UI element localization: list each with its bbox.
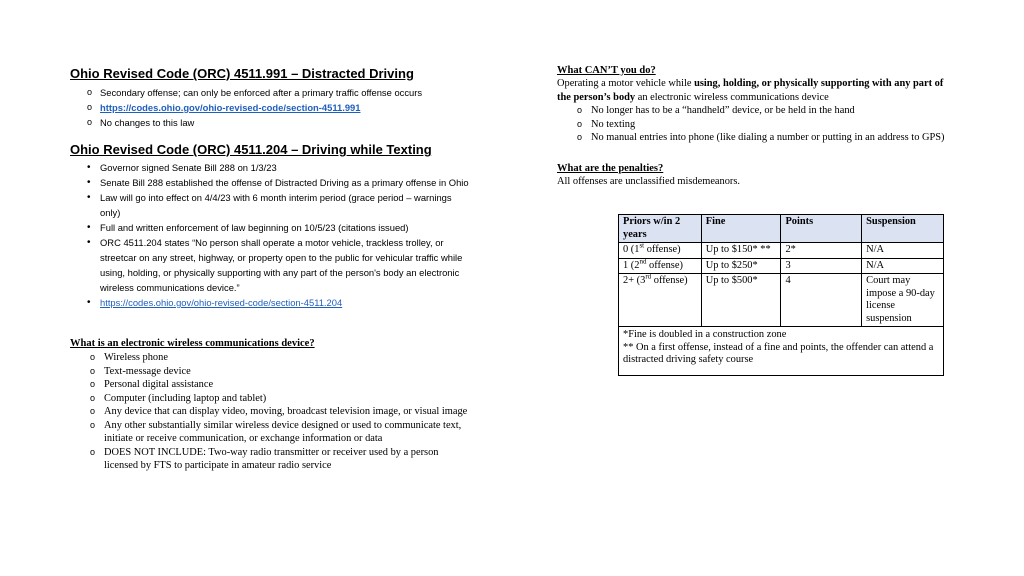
column-header: Fine xyxy=(701,215,781,243)
list-item: o Any other substantially similar wireless device designed or used to communicate text, initiate or receive communication, or exchange information or data xyxy=(70,419,470,446)
cant-do-intro: Operating a motor vehicle while using, holding, or physically supporting with any part of the person’s body an electronic wireless communications device xyxy=(557,78,944,103)
orc-4511-991-link[interactable]: https://codes.ohio.gov/ohio-revised-code/section-4511.991 xyxy=(100,102,361,113)
fine-cell: Up to $150* ** xyxy=(701,243,781,259)
list-item: o No texting xyxy=(557,118,947,132)
left-column xyxy=(70,66,470,473)
priors-cell: 1 (2nd offense) xyxy=(619,258,702,274)
cant-do-heading: What CAN’T you do? xyxy=(557,65,656,76)
note-construction-zone: *Fine is doubled in a construction zone xyxy=(623,329,787,340)
orc-4511-991-list xyxy=(70,85,470,130)
list-item: • Law will go into effect on 4/4/23 with 6 month interim period (grace period – warnings only) xyxy=(70,190,470,220)
table-row xyxy=(619,243,944,259)
suspension-cell: N/A xyxy=(862,243,944,259)
penalties-heading: What are the penalties? xyxy=(557,162,664,174)
list-item: o Any device that can display video, moving, broadcast television image, or visual image xyxy=(70,405,470,419)
device-definition-heading: What is an electronic wireless communications device? xyxy=(70,338,315,349)
suspension-cell: N/A xyxy=(862,258,944,274)
fine-cell: Up to $500* xyxy=(701,274,781,327)
priors-cell: 0 (1st offense) xyxy=(619,243,702,259)
table-notes-row xyxy=(619,327,944,376)
table-header-row xyxy=(619,215,944,243)
orc-4511-204-list xyxy=(70,160,470,310)
column-header: Suspension xyxy=(862,215,944,243)
list-item: • Governor signed Senate Bill 288 on 1/3/23 xyxy=(70,160,470,175)
penalty-notes xyxy=(619,327,944,376)
device-definition-list xyxy=(70,351,470,473)
list-item: • ORC 4511.204 states “No person shall operate a motor vehicle, trackless trolley, or streetcar on any street, highway, or property open to the public for vehicular traffic while using, holding, or physically supporting with any part of the person's body an electronic wireless communications device.” xyxy=(70,235,470,295)
cant-do-list xyxy=(557,104,947,145)
fine-cell: Up to $250* xyxy=(701,258,781,274)
column-header: Priors w/in 2 years xyxy=(619,215,702,243)
list-item: o No changes to this law xyxy=(70,115,470,130)
points-cell: 3 xyxy=(781,258,862,274)
list-item: o Personal digital assistance xyxy=(70,378,470,392)
penalties-subtext: All offenses are unclassified misdemeanors. xyxy=(557,175,741,187)
note-safety-course: ** On a first offense, instead of a fine and points, the offender can attend a distracted driving safety course xyxy=(623,341,934,365)
column-header: Points xyxy=(781,215,862,243)
list-item: o Wireless phone xyxy=(70,351,470,365)
list-item xyxy=(70,295,470,310)
orc-4511-204-link[interactable]: https://codes.ohio.gov/ohio-revised-code/section-4511.204 xyxy=(100,297,343,308)
list-item: o DOES NOT INCLUDE: Two-way radio transmitter or receiver used by a person licensed by FTS to participate in amateur radio service xyxy=(70,446,470,473)
points-cell: 4 xyxy=(781,274,862,327)
penalties-table xyxy=(618,214,944,376)
orc-4511-991-heading: Ohio Revised Code (ORC) 4511.991 – Distracted Driving xyxy=(70,66,414,81)
orc-4511-204-heading: Ohio Revised Code (ORC) 4511.204 – Driving while Texting xyxy=(70,142,432,157)
list-item: o Computer (including laptop and tablet) xyxy=(70,392,470,406)
suspension-cell: Court may impose a 90-day license suspension xyxy=(862,274,944,327)
list-item: • Senate Bill 288 established the offense of Distracted Driving as a primary offense in Ohio xyxy=(70,175,470,190)
list-item: o Text-message device xyxy=(70,365,470,379)
list-item: o No manual entries into phone (like dialing a number or putting in an address to GPS) xyxy=(557,131,947,145)
list-item: o No longer has to be a “handheld” device, or be held in the hand xyxy=(557,104,947,118)
table-row xyxy=(619,258,944,274)
list-item: o Secondary offense; can only be enforced after a primary traffic offense occurs xyxy=(70,85,470,100)
priors-cell: 2+ (3rd offense) xyxy=(619,274,702,327)
table-row xyxy=(619,274,944,327)
right-column xyxy=(557,64,947,365)
list-item: • Full and written enforcement of law beginning on 10/5/23 (citations issued) xyxy=(70,220,470,235)
list-item xyxy=(70,100,470,115)
points-cell: 2* xyxy=(781,243,862,259)
